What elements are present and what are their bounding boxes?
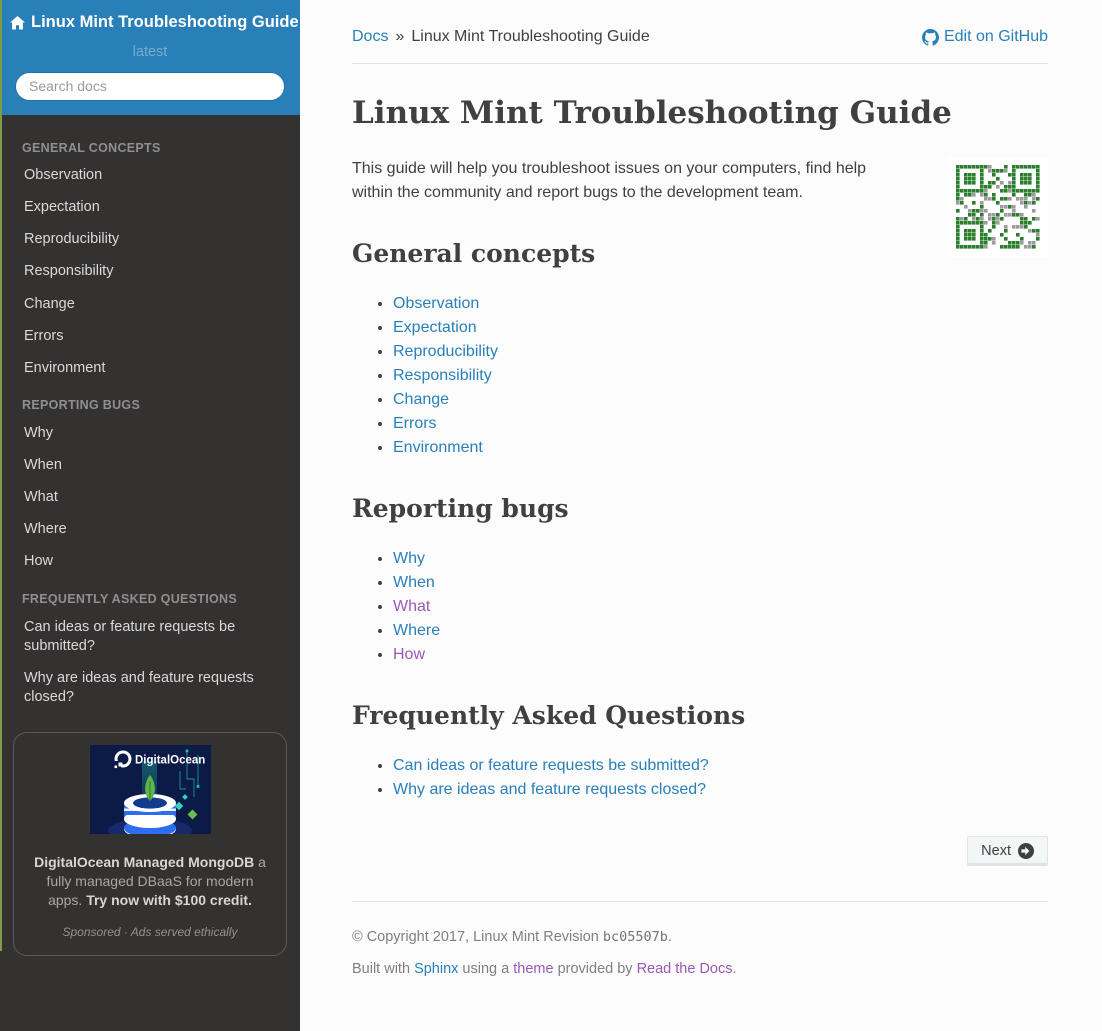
sidebar bbox=[0, 0, 300, 1031]
sidebar-item-environment[interactable]: Environment bbox=[0, 352, 300, 384]
link-how[interactable]: How bbox=[393, 646, 425, 663]
digitalocean-ad-image[interactable] bbox=[90, 745, 211, 834]
built-period: . bbox=[733, 961, 737, 977]
copyright-period: . bbox=[668, 929, 672, 945]
link-errors[interactable]: Errors bbox=[393, 415, 437, 432]
link-what[interactable]: What bbox=[393, 598, 430, 615]
project-title: Linux Mint Troubleshooting Guide bbox=[31, 13, 299, 32]
sidebar-item-why[interactable]: Why bbox=[0, 417, 300, 449]
built-with-text: Built with bbox=[352, 961, 414, 977]
breadcrumb bbox=[352, 28, 1048, 46]
link-where[interactable]: Where bbox=[393, 622, 440, 639]
list-item bbox=[393, 571, 1048, 595]
sidebar-nav bbox=[0, 115, 300, 718]
sidebar-item-responsibility[interactable]: Responsibility bbox=[0, 256, 300, 288]
link-expectation[interactable]: Expectation bbox=[393, 319, 477, 336]
copyright-line bbox=[352, 927, 1048, 948]
nav-caption-reporting-bugs: REPORTING BUGS bbox=[0, 398, 300, 412]
list-item bbox=[393, 388, 1048, 412]
reporting-bugs-list bbox=[352, 547, 1048, 667]
link-change[interactable]: Change bbox=[393, 391, 449, 408]
digitalocean-brand-text: DigitalOcean bbox=[135, 754, 205, 766]
sidebar-item-where[interactable]: Where bbox=[0, 514, 300, 546]
list-item bbox=[393, 364, 1048, 388]
general-concepts-list bbox=[352, 292, 1048, 460]
faq-list bbox=[352, 754, 1048, 802]
project-home-link[interactable] bbox=[10, 13, 299, 32]
link-reproducibility[interactable]: Reproducibility bbox=[393, 343, 498, 360]
ad-headline-bold: DigitalOcean Managed MongoDB bbox=[34, 854, 254, 870]
theme-link[interactable]: theme bbox=[513, 961, 553, 977]
nav-caption-general-concepts: GENERAL CONCEPTS bbox=[0, 141, 300, 155]
pager bbox=[352, 836, 1048, 866]
nav-caption-faq: FREQUENTLY ASKED QUESTIONS bbox=[0, 592, 300, 606]
sidebar-item-how[interactable]: How bbox=[0, 546, 300, 578]
list-item bbox=[393, 754, 1048, 778]
sidebar-item-faq-submitted[interactable]: Can ideas or feature requests be submitted? bbox=[0, 611, 300, 662]
link-faq-closed[interactable]: Why are ideas and feature requests closed? bbox=[393, 781, 706, 798]
link-environment[interactable]: Environment bbox=[393, 439, 483, 456]
next-button-label: Next bbox=[981, 843, 1011, 859]
list-item bbox=[393, 316, 1048, 340]
link-faq-submitted[interactable]: Can ideas or feature requests be submitted? bbox=[393, 757, 709, 774]
link-observation[interactable]: Observation bbox=[393, 295, 479, 312]
heading-faq: Frequently Asked Questions bbox=[352, 701, 1048, 730]
edit-on-github-link[interactable] bbox=[922, 28, 1048, 46]
heading-reporting-bugs: Reporting bugs bbox=[352, 494, 1048, 523]
list-item bbox=[393, 595, 1048, 619]
next-button[interactable] bbox=[967, 836, 1048, 866]
ad-headline-rest: a fully managed DBaaS for modern apps. bbox=[47, 854, 266, 908]
using-text: using a bbox=[458, 961, 513, 977]
list-item bbox=[393, 619, 1048, 643]
list-item bbox=[393, 412, 1048, 436]
page-title: Linux Mint Troubleshooting Guide bbox=[352, 95, 1048, 131]
list-item bbox=[393, 340, 1048, 364]
ad-sponsored-note: Sponsored · Ads served ethically bbox=[28, 925, 272, 939]
qr-code-image bbox=[948, 157, 1048, 257]
window-edge bbox=[0, 0, 2, 951]
breadcrumb-docs-link[interactable]: Docs bbox=[352, 28, 388, 45]
edit-on-github-label: Edit on GitHub bbox=[944, 28, 1048, 46]
intro-paragraph: This guide will help you troubleshoot issues on your computers, find help within the community and report bugs to the development team. bbox=[352, 157, 1048, 205]
heading-general-concepts: General concepts bbox=[352, 239, 1048, 268]
sidebar-item-expectation[interactable]: Expectation bbox=[0, 192, 300, 224]
version-label: latest bbox=[10, 44, 290, 60]
breadcrumb-divider bbox=[352, 63, 1048, 64]
list-item bbox=[393, 292, 1048, 316]
sidebar-item-what[interactable]: What bbox=[0, 482, 300, 514]
sphinx-link[interactable]: Sphinx bbox=[414, 961, 458, 977]
copyright-text: © Copyright 2017, Linux Mint Revision bbox=[352, 929, 603, 945]
sidebar-item-errors[interactable]: Errors bbox=[0, 320, 300, 352]
arrow-circle-right-icon bbox=[1018, 843, 1034, 859]
sidebar-header bbox=[0, 0, 300, 115]
breadcrumb-separator: » bbox=[395, 28, 404, 45]
provided-text: provided by bbox=[554, 961, 637, 977]
search-input[interactable] bbox=[15, 72, 285, 101]
ad-cta: Try now with $100 credit. bbox=[86, 892, 252, 908]
sidebar-item-reproducibility[interactable]: Reproducibility bbox=[0, 224, 300, 256]
link-when[interactable]: When bbox=[393, 574, 435, 591]
sidebar-item-when[interactable]: When bbox=[0, 450, 300, 482]
sidebar-item-change[interactable]: Change bbox=[0, 288, 300, 320]
revision-code: bc05507b bbox=[603, 929, 668, 945]
github-icon bbox=[922, 29, 939, 46]
footer bbox=[352, 927, 1048, 980]
link-responsibility[interactable]: Responsibility bbox=[393, 367, 492, 384]
sidebar-item-faq-closed[interactable]: Why are ideas and feature requests closed? bbox=[0, 662, 300, 713]
link-why[interactable]: Why bbox=[393, 550, 425, 567]
home-icon bbox=[10, 16, 25, 30]
list-item bbox=[393, 436, 1048, 460]
content-area bbox=[300, 0, 1102, 1031]
list-item bbox=[393, 778, 1048, 802]
footer-divider bbox=[352, 901, 1048, 902]
breadcrumb-trail bbox=[352, 28, 650, 46]
sidebar-item-observation[interactable]: Observation bbox=[0, 160, 300, 192]
list-item bbox=[393, 547, 1048, 571]
list-item bbox=[393, 643, 1048, 667]
breadcrumb-current: Linux Mint Troubleshooting Guide bbox=[411, 28, 649, 45]
read-the-docs-link[interactable]: Read the Docs bbox=[637, 961, 733, 977]
built-with-line bbox=[352, 959, 1048, 980]
ethical-ad[interactable] bbox=[13, 732, 287, 956]
ad-copy[interactable] bbox=[28, 853, 272, 910]
